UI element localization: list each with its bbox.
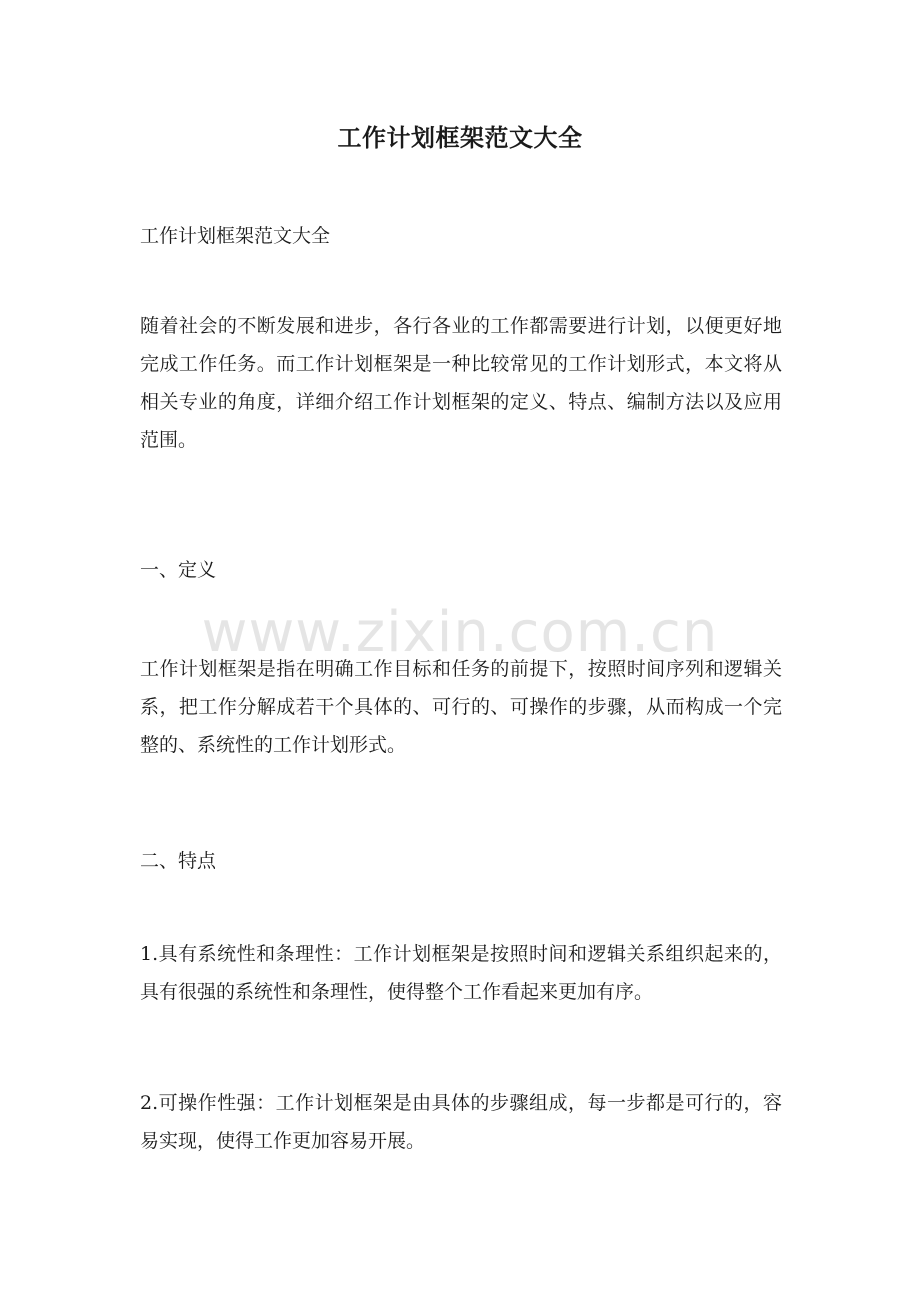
intro-paragraph: 随着社会的不断发展和进步，各行各业的工作都需要进行计划，以便更好地完成工作任务。而工作计划框架是一种比较常见的工作计划形式，本文将从相关专业的角度，详细介绍工作计划框架的定义、特点、编制方法以及应用范围。	[140, 315, 782, 451]
watermark-text: www.zixin.com.cn	[201, 600, 719, 665]
section-heading-features: 二、特点	[140, 850, 217, 872]
section-heading-definition: 一、定义	[140, 559, 217, 581]
feature-item-2: 2.可操作性强：工作计划框架是由具体的步骤组成，每一步都是可行的，容易实现，使得工作更加容易开展。	[140, 1092, 782, 1152]
definition-paragraph: 工作计划框架是指在明确工作目标和任务的前提下，按照时间序列和逻辑关系，把工作分解成若干个具体的、可行的、可操作的步骤，从而构成一个完整的、系统性的工作计划形式。	[140, 658, 782, 756]
document-subtitle: 工作计划框架范文大全	[140, 225, 331, 247]
document-title: 工作计划框架范文大全	[337, 123, 583, 152]
feature-item-1: 1.具有系统性和条理性：工作计划框架是按照时间和逻辑关系组织起来的，具有很强的系统性和条理性，使得整个工作看起来更加有序。	[140, 943, 782, 1003]
